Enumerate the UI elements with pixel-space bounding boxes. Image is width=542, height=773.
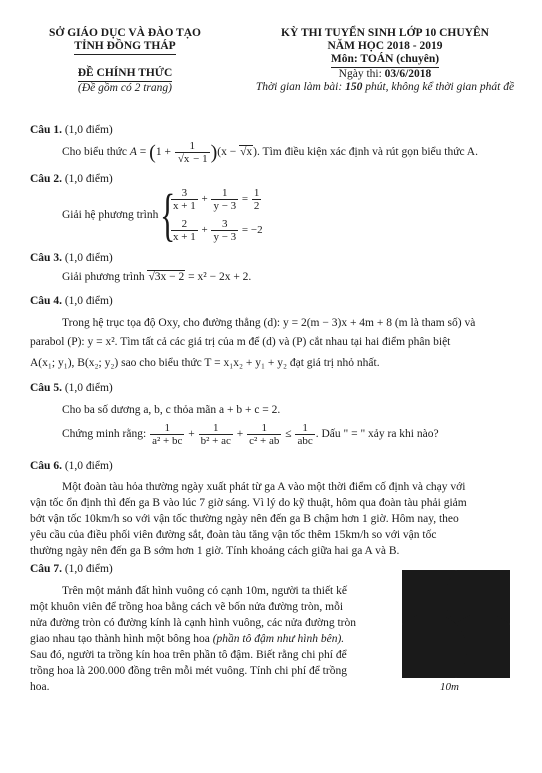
question-3-heading: Câu 3. (1,0 điểm) — [30, 252, 113, 264]
header-left — [30, 27, 220, 95]
school-year: NĂM HỌC 2018 - 2019 — [327, 40, 443, 52]
question-1-heading: Câu 1. (1,0 điểm) — [30, 124, 113, 136]
exam-duration: Thời gian làm bài: 150 phút, không kể thời gian phát đề — [255, 81, 515, 93]
question-6-line-2: vận tốc ổn định thì đến ga B vào lúc 7 giờ sáng. Vì lý do kỹ thuật, hôm qua đoàn tàu phải giảm — [30, 497, 467, 509]
official-label: ĐỀ CHÍNH THỨC — [30, 67, 220, 82]
flower-figure — [402, 570, 510, 678]
question-5-heading: Câu 5. (1,0 điểm) — [30, 382, 113, 394]
system-brace: { — [160, 182, 176, 247]
figure-caption: 10m — [440, 681, 459, 693]
question-7-line-3: nửa đường tròn có đường kính là cạnh hình vuông, các nửa đường tròn — [30, 617, 356, 629]
question-7-line-5: Sau đó, người ta trồng kín hoa trên phần tô đậm. Biết rằng chi phí để — [30, 649, 347, 661]
question-5-line-1: Cho ba số dương a, b, c thỏa mãn a + b + c = 2. — [62, 404, 281, 416]
question-5-inequality: Chứng minh rằng: $\frac{1}{\text{a² + bc}}$ + $\frac{1}{\text{b² + ac}}$ + $\frac{1}{\text{c² + ab}}$ ≤ $\frac{1}{\text{abc}}$ . Dấu " = " xảy ra khi nào? — [62, 422, 439, 447]
question-2-heading: Câu 2. (1,0 điểm) — [30, 173, 113, 185]
question-4-heading: Câu 4. (1,0 điểm) — [30, 295, 113, 307]
question-4-line-1: Trong hệ trục tọa độ Oxy, cho đường thẳng (d): y = 2(m − 3)x + 4m + 8 (m là tham số) và — [62, 317, 476, 329]
question-6-heading: Câu 6. (1,0 điểm) — [30, 460, 113, 472]
question-4-line-3: A(x₁; y₁), B(x₂; y₂) sao cho biểu thức T = x₁x₂ + y₁ + y₂ đạt giá trị nhỏ nhất. — [30, 357, 380, 369]
question-7-line-7: hoa. — [30, 681, 50, 693]
question-7-line-6: trồng hoa là 200.000 đồng trên mỗi mét vuông. Tính chi phí để trồng — [30, 665, 347, 677]
question-7-line-2: một khuôn viên để trồng hoa bằng cách vẽ bốn nửa đường tròn, mỗi — [30, 601, 344, 613]
question-6-line-3: bớt vận tốc 10km/h so với vận tốc thường ngày nên đến ga B chậm hơn 1 giờ. Hôm nay, theo — [30, 513, 459, 525]
question-2-text: Giải hệ phương trình — [62, 209, 159, 221]
subject: Môn: TOÁN (chuyên) — [240, 53, 530, 68]
department-name: SỞ GIÁO DỤC VÀ ĐÀO TẠO — [49, 27, 201, 39]
question-6-line-1: Một đoàn tàu hỏa thường ngày xuất phát từ ga A vào một thời điểm cố định và chạy với — [62, 481, 466, 493]
question-7-line-1: Trên một mảnh đất hình vuông có cạnh 10m, người ta thiết kế — [62, 585, 347, 597]
question-7-line-4: giao nhau tạo thành hình một bông hoa (phần tô đậm như hình bên). — [30, 633, 345, 645]
system-equation-2: $\frac{2}{x + 1}$ + $\frac{3}{y - 3}$ = −2 — [173, 218, 263, 243]
question-6-line-4: yêu cầu của điều phối viên đường sắt, đoàn tàu tăng vận tốc thêm 15km/h so với vận tốc — [30, 529, 437, 541]
flower-petals — [402, 570, 510, 678]
exam-title: KỲ THI TUYỂN SINH LỚP 10 CHUYÊN — [281, 27, 489, 39]
page-count: (Đề gồm có 2 trang) — [78, 82, 172, 94]
exam-date: Ngày thi: 03/6/2018 — [338, 68, 432, 80]
question-6-line-5: thường ngày nên đến ga B sớm hơn 1 giờ. Tính khoảng cách giữa hai ga A và B. — [30, 545, 400, 557]
question-7-heading: Câu 7. (1,0 điểm) — [30, 563, 113, 575]
question-4-line-2: parabol (P): y = x². Tìm tất cả các giá trị của m để (d) và (P) cắt nhau tại hai điểm phân biệt — [30, 336, 451, 348]
question-1-text: Cho biểu thức A = (1 + $\frac{1}{√x - 1}$ )(x − √x). Tìm điều kiện xác định và rút gọn biểu thức A. — [62, 140, 478, 165]
system-equation-1: $\frac{3}{x + 1}$ + $\frac{1}{y - 3}$ = $\frac{1}{2}$ — [173, 187, 260, 212]
province-name: TỈNH ĐỒNG THÁP — [30, 40, 220, 55]
header-right — [240, 27, 530, 94]
question-3-text: Giải phương trình √3x − 2 = x² − 2x + 2. — [62, 271, 252, 283]
